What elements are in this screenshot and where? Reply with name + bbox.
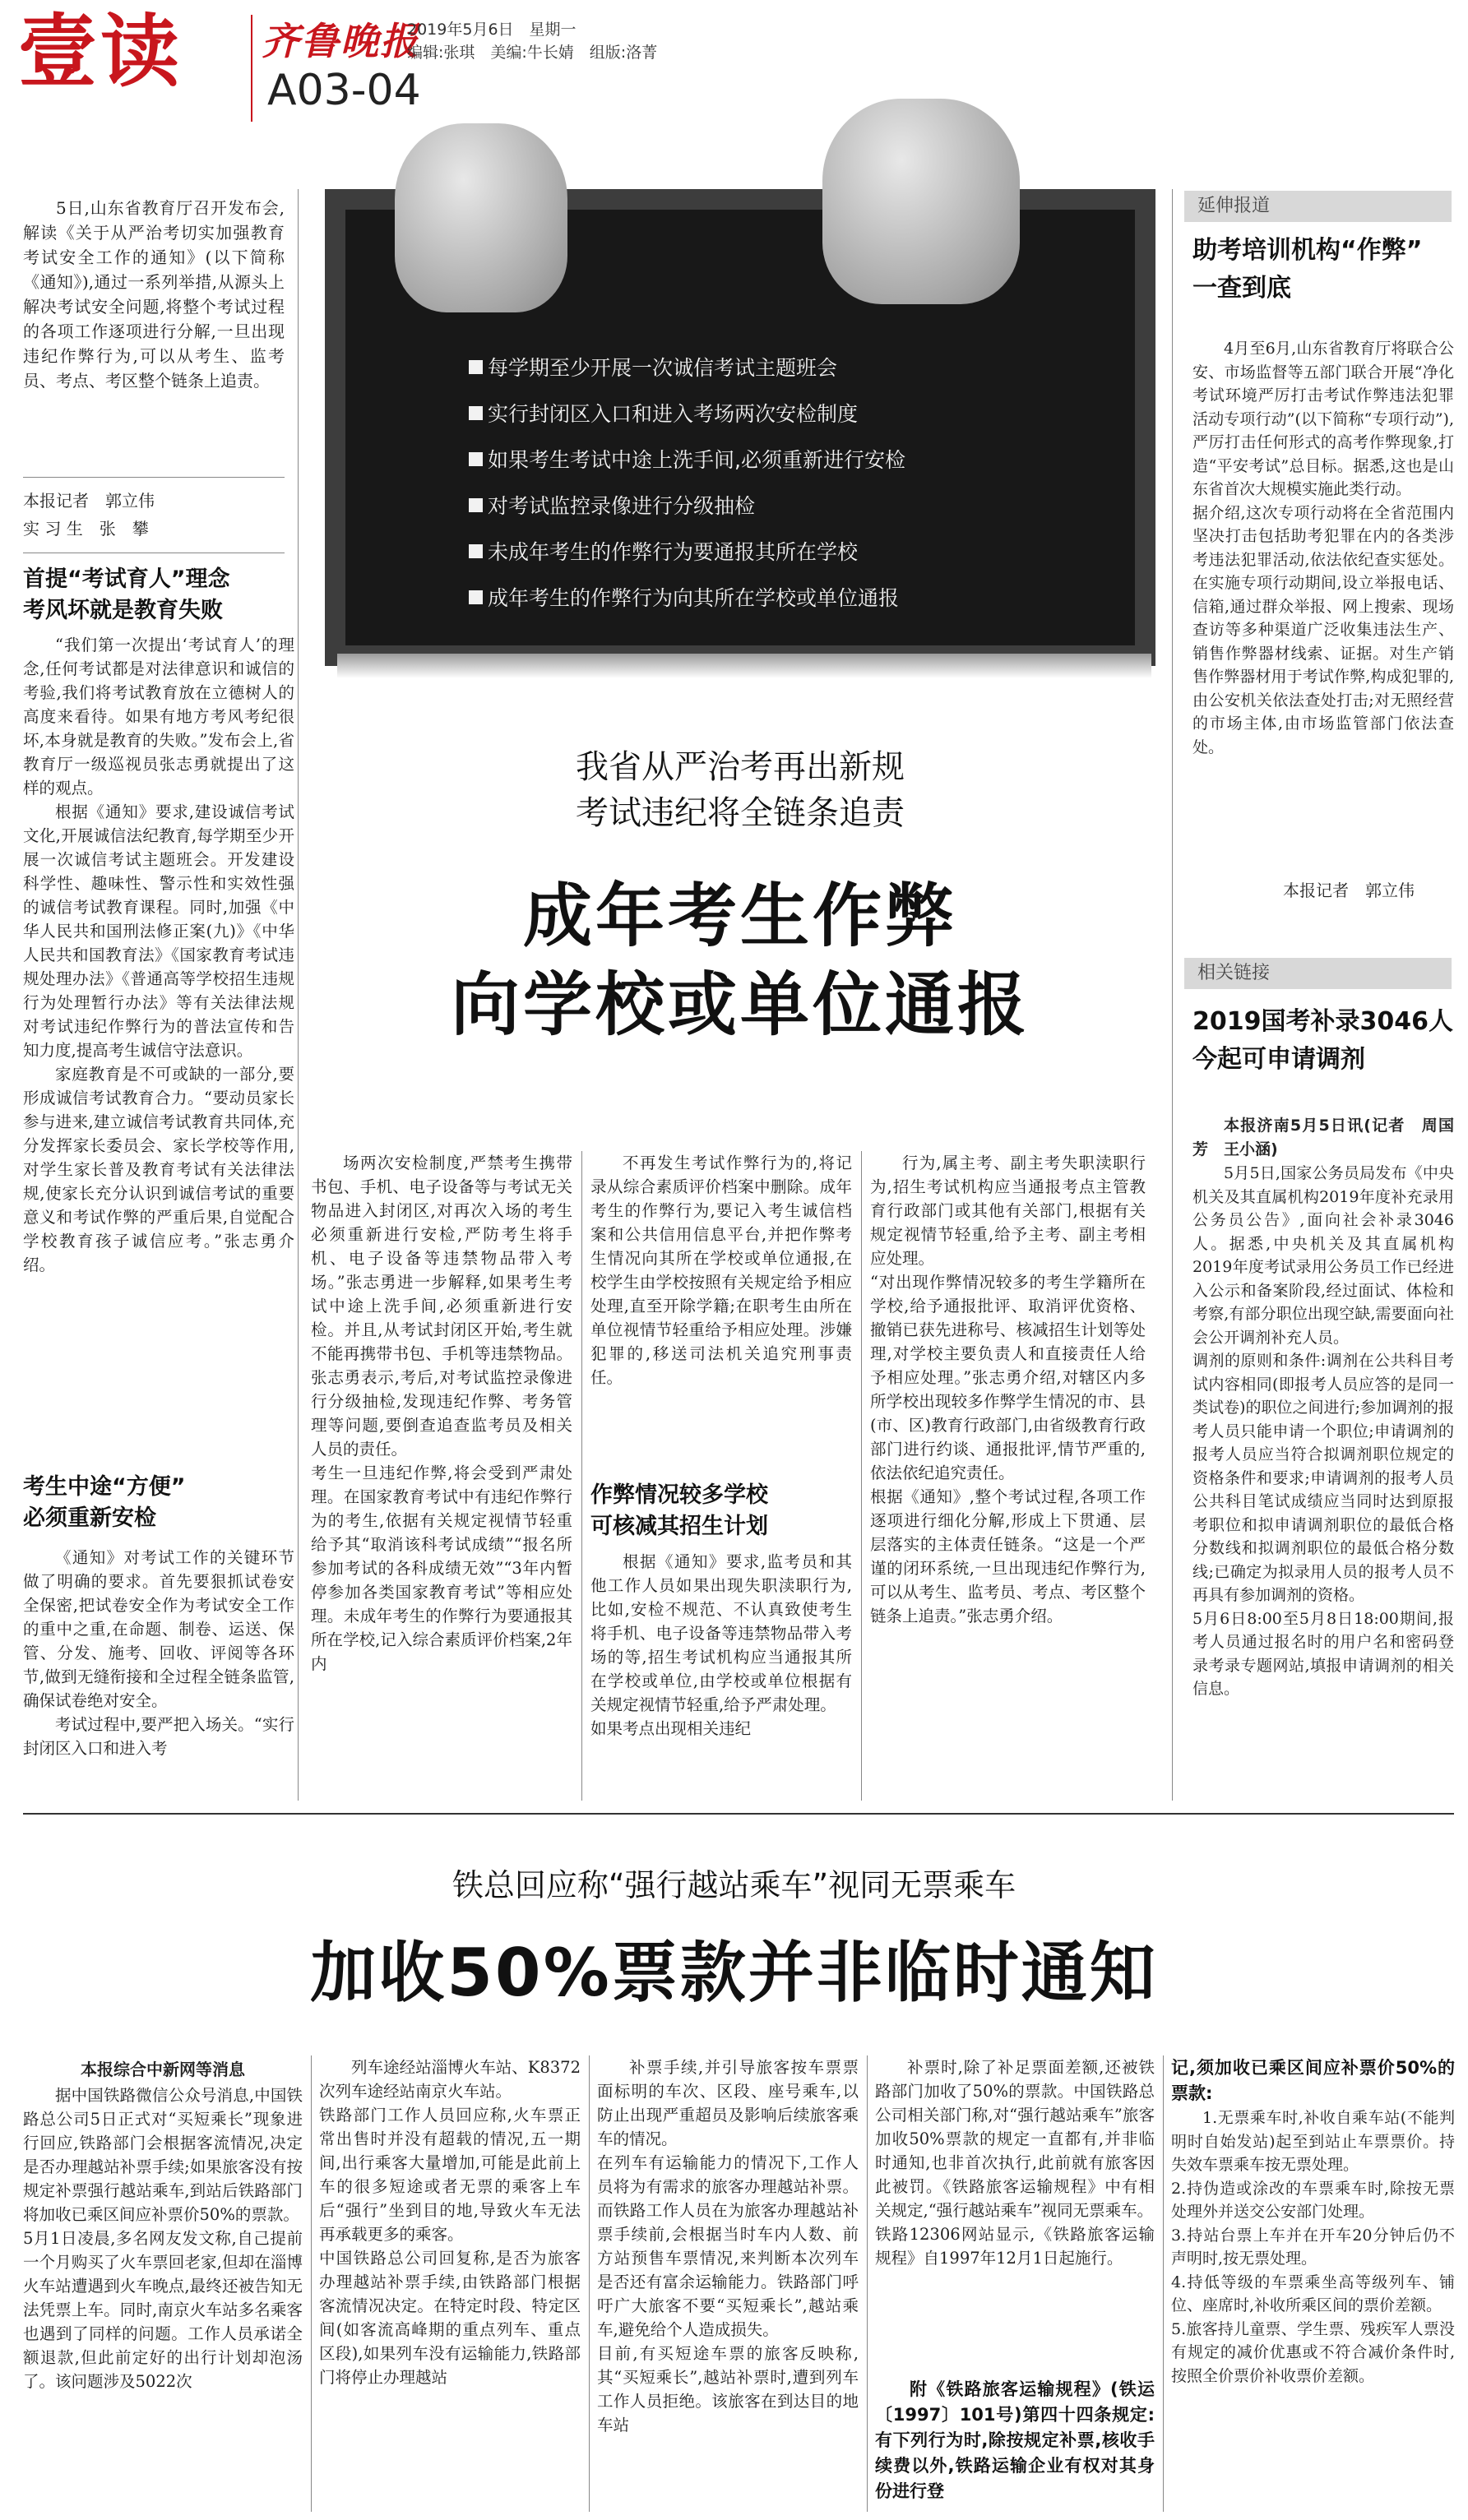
blackboard-bullets <box>469 345 905 622</box>
divider <box>23 477 285 478</box>
square-bullet-icon <box>469 544 483 558</box>
blackboard-shadow <box>337 654 1151 678</box>
bullet-item: 如果考生考试中途上洗手间,必须重新进行安检 <box>469 437 905 483</box>
rail-column-4: 补票时,除了补足票面差额,还被铁路部门加收了50%的票款。中国铁路总公司相关部门称,对“强行越站乘车”旅客加收50%票款的规定一直都有,并非临时通知,也非首次执行,此前就有旅客因此被罚。《铁路旅客运输规程》中有相关规定,“强行越站乘车”视同无票乘车。 铁路12306网站显示,《铁路旅客运输规程》自1997年12月1日起施行。 附《铁路旅客运输规程》(铁运〔1997〕101号)第四十四条规定:有下列行为时,除按规定补票,核收手续费以外,铁路运输企业有权对其身份进行登 <box>875 2055 1155 2504</box>
lead-column-text-2: 《通知》对考试工作的关键环节做了明确的要求。首先要狠抓试卷安全保密,把试卷安全作为考试安全工作的重中之重,在命题、制卷、运送、保管、分发、施考、回收、评阅等各环节,做到无缝衔接和全过程全链条监管,确保试卷绝对安全。 考试过程中,要严把入场关。“实行封闭区入口和进入考 <box>23 1548 294 1758</box>
bullet-item: 成年考生的作弊行为向其所在学校或单位通报 <box>469 576 905 622</box>
left-hand-image <box>395 123 567 312</box>
rail-kicker: 铁总回应称“强行越站乘车”视同无票乘车 <box>452 1867 1016 1903</box>
article-column-2: 场两次安检制度,严禁考生携带书包、手机、电子设备等与考试无关物品进入封闭区,对再次入场的考生必须重新进行安检,严防考生将手机、电子设备等违禁物品带入考场。”张志勇进一步解释,如果考生考试中途上洗手间,必须重新进行安检。并且,从考试封闭区开始,考生就不能再携带书包、手机等违禁物品。张志勇表示,考后,对考试监控录像进行分级抽检,发现违纪作弊、考务管理等问题,要倒查追查监考员及相关人员的责任。 考生一旦违纪作弊,将会受到严肃处理。在国家教育考试中有违纪作弊行为的考生,依据有关规定视情节轻重给予其“取消该科考试成绩”“报名所参加考试的各科成绩无效”“3年内暂停参加各类国家教育考试”等相应处理。未成年考生的作弊行为要通报其所在学校,记入综合素质评价档案,2年内 <box>311 1154 572 1673</box>
column-rule <box>1163 2055 1164 2512</box>
lead-bylines: 本报记者 郭立伟 实 习 生 张 攀 <box>23 491 155 539</box>
section-title: 壹读 <box>18 6 183 98</box>
lead-column-text: “我们第一次提出‘考试育人’的理念,任何考试都是对法律意识和诚信的考验,我们将考试教育放在立德树人的高度来看待。如果有地方考风考纪很坏,本身就是教育的失败。”发布会上,省教育厅一级巡视员张志勇就提出了这样的观点。 根据《通知》要求,建设诚信考试文化,开展诚信法纪教育,每学期至少开展一次诚信考试主题班会。开发建设科学性、趣味性、警示性和实效性强的诚信考试教育课程。同时,加强《中华人民共和国刑法修正案(九)》《中华人民共和国教育法》《国家教育考试违规处理办法》《普通高等学校招生违规行为处理暂行办法》等有关法律法规对考试违纪作弊行为的普法宣传和告知力度,提高考生诚信守法意识。 家庭教育是不可或缺的一部分,要形成诚信考试教育合力。“要动员家长参与进来,建立诚信考试教育共同体,充分发挥家长委员会、家长学校等作用,对学生家长普及教育考试有关法律法规,使家长充分认识到诚信考试的重要意义和考试作弊的严重后果,自觉配合学校教育孩子诚信应考。”张志勇介绍。 <box>23 636 294 1274</box>
bullet-item: 每学期至少开展一次诚信考试主题班会 <box>469 345 905 391</box>
sidebar-byline: 本报记者 郭立伟 <box>1283 881 1415 900</box>
appendix-continued: 记,须加收已乘区间应补票价50%的票款: <box>1171 2058 1455 2103</box>
column-rule <box>298 189 299 1801</box>
rail-column-5 <box>1171 2055 1455 2509</box>
sidebar-lede: 本报济南5月5日讯(记者 周国芳 王小涵) <box>1192 1117 1454 1158</box>
article-column-3: 不再发生考试作弊行为的,将记录从综合素质评价档案中删除。成年考生的作弊行为,要记入考生诚信档案和公共信用信息平台,并把作弊考生情况向其所在学校或单位通报,在校学生由学校按照有关规定给予相应处理,直至开除学籍;在职考生由所在单位视情节轻重给予相应处理。涉嫌犯罪的,移送司法机关追究刑事责任。 <box>590 1154 852 1387</box>
sidebar-tag-related: 相关链接 <box>1184 958 1452 989</box>
newspaper-logo: 齐鲁晚报 <box>262 19 419 63</box>
sidebar-title-tutoring: 助考培训机构“作弊” 一查到底 <box>1192 236 1423 303</box>
column-rule <box>589 2055 590 2512</box>
main-headline: 成年考生作弊 向学校或单位通报 <box>450 876 1030 1045</box>
sidebar-tag-extended: 延伸报道 <box>1184 191 1452 222</box>
sidebar-rule <box>1172 189 1173 1801</box>
right-hand-image <box>822 99 1020 304</box>
headline-kicker: 我省从严治考再出新规 考试违纪将全链条追责 <box>576 748 905 832</box>
appendix-title: 附《铁路旅客运输规程》(铁运〔1997〕101号)第四十四条规定:有下列行为时,除按规定补票,核收手续费以外,铁路运输企业有权对其身份进行登 <box>875 2379 1155 2501</box>
subhead-enrollment-cut: 作弊情况较多学校 可核减其招生计划 <box>590 1482 768 1539</box>
article-column-4: 行为,属主考、副主考失职渎职行为,招生考试机构应当通报考点主管教育行政部门或其他有关部门,根据有关规定视情节轻重,给予主考、副主考相应处理。 “对出现作弊情况较多的考生学籍所在学校,给予通报批评、取消评优资格、撤销已获先进称号、核减招生计划等处理,对学校主要负责人和直接责任人给予相应处理。”张志勇介绍,对辖区内多所学校出现较多作弊学生情况的市、县(市、区)教育行政部门,由省级教育行政部门进行约谈、通报批评,情节严重的,依法依纪追究责任。 根据《通知》,整个考试过程,各项工作逐项进行细化分解,形成上下贯通、层层落实的主体责任链条。“这是一个严谨的闭环系统,一旦出现违纪作弊行为,可以从考生、监考员、考点、考区整个链条上追责。”张志勇介绍。 <box>870 1154 1146 1625</box>
square-bullet-icon <box>469 406 483 420</box>
sidebar-body-civil-exam: 5月5日,国家公务员局发布《中央机关及其直属机构2019年度补充录用公务员公告》,面向社会补录3046人。据悉,中央机关及其直属机构2019年度考试录用公务员工作已经进入公示和备案阶段,经过面试、体检和考察,有部分职位出现空缺,需要面向社会公开调剂补充人员。 调剂的原则和条件:调剂在公共科目考试内容相同(即报考人员应答的是同一类试卷)的职位之间进行;参加调剂的报考人员只能申请一个职位;申请调剂的报考人员应当符合拟调剂职位规定的资格条件和要求;申请调剂的报考人员公共科目笔试成绩应当同时达到原报考职位和拟申请调剂职位的最低合格分数线和拟调剂职位的最低合格分数线;已确定为拟录用人员的报考人员不再具有参加调剂的资格。 5月6日8:00至5月8日18:00期间,报考人员通过报名时的用户名和密码登录考录专题网站,填报申请调剂的相关信息。 <box>1192 1164 1454 1698</box>
article-column-3b: 根据《通知》要求,监考员和其他工作人员如果出现失职渎职行为,比如,安检不规范、不认真致使考生将手机、电子设备等违禁物品带入考场的等,招生考试机构应当通报其所在学校或单位,由学校或单位根据有关规定视情节轻重,给予严肃处理。 如果考点出现相关违纪 <box>590 1552 852 1738</box>
square-bullet-icon <box>469 360 483 374</box>
section-divider <box>23 1813 1454 1815</box>
page-number: A03-04 <box>267 66 421 115</box>
rail-column-2: 列车途经站淄博火车站、K8372次列车途经站南京火车站。 铁路部门工作人员回应称,火车票正常出售时并没有超载的情况,五一期间,出行乘客大量增加,可能是此前上车的很多短途或者无票的乘客上车后“强行”坐到目的地,导致火车无法再承载更多的乘客。 中国铁路总公司回复称,是否为旅客办理越站补票手续,由铁路部门根据客流情况决定。在特定时段、特定区间(如客流高峰期的重点列车、重点区段),如果列车没有运输能力,铁路部门将停止办理越站 <box>319 2058 581 2387</box>
masthead-divider <box>251 15 252 122</box>
lead-intro: 5日,山东省教育厅召开发布会,解读《关于从严治考切实加强教育考试安全工作的通知》(以下简称《通知》),通过一系列举措,从源头上解决考试安全问题,将整个考试过程的各项工作逐项进行分解,一旦出现违纪作弊行为,可以从考生、监考员、考点、考区整个链条上追责。 <box>23 198 285 391</box>
bullet-item: 对考试监控录像进行分级抽检 <box>469 483 905 529</box>
masthead-meta <box>407 18 657 64</box>
bullet-item: 实行封闭区入口和进入考场两次安检制度 <box>469 391 905 437</box>
subhead-restroom-recheck: 考生中途“方便” 必须重新安检 <box>23 1474 186 1531</box>
square-bullet-icon <box>469 452 483 466</box>
rail-headline: 加收50%票款并非临时通知 <box>310 1935 1158 2011</box>
rail-column-3: 补票手续,并引导旅客按车票票面标明的车次、区段、座号乘车,以防止出现严重超员及影响后续旅客乘车的情况。 在列车有运输能力的情况下,工作人员将为有需求的旅客办理越站补票。而铁路工作人员在为旅客办理越站补票手续前,会根据当时车内人数、前方站预售车票情况,来判断本次列车是否还有富余运输能力。铁路部门呼吁广大旅客不要“买短乘长”,越站乘车,避免给个人造成损失。 目前,有买短途车票的旅客反映称,其“买短乘长”,越站补票时,遭到列车工作人员拒绝。该旅客在到达目的地车站 <box>597 2058 859 2434</box>
appendix-items: 1.无票乘车时,补收自乘车站(不能判明时自始发站)起至到站止车票票价。持失效车票乘车按无票处理。 2.持伪造或涂改的车票乘车时,除按无票处理外并送交公安部门处理。 3.持站台票上车并在开车20分钟后仍不声明时,按无票处理。 4.持低等级的车票乘坐高等级列车、铺位、座席时,补收所乘区间的票价差额。 5.旅客持儿童票、学生票、残疾军人票没有规定的减价优惠或不符合减价条件时,按照全价票价补收票价差额。 <box>1171 2109 1455 2385</box>
column-rule <box>861 1151 862 1801</box>
column-rule <box>867 2055 868 2512</box>
staff-line: 编辑:张琪 美编:牛长婧 组版:洛菁 <box>407 44 658 62</box>
column-rule <box>311 2055 312 2512</box>
bullet-item: 未成年考生的作弊行为要通报其所在学校 <box>469 529 905 576</box>
square-bullet-icon <box>469 498 483 512</box>
square-bullet-icon <box>469 590 483 604</box>
subhead-exam-education: 首提“考试育人”理念 考风坏就是教育失败 <box>23 566 230 623</box>
column-rule <box>581 1151 582 1801</box>
date-line: 2019年5月6日 星期一 <box>407 21 577 39</box>
sidebar-body-tutoring: 4月至6月,山东省教育厅将联合公安、市场监督等五部门联合开展“净化考试环境严厉打击考试作弊违法犯罪活动专项行动”(以下简称“专项行动”),严厉打击任何形式的高考作弊现象,打造“平安考试”总目标。据悉,这也是山东省首次大规模实施此类行动。 据介绍,这次专项行动将在全省范围内坚决打击包括助考犯罪在内的各类涉考违法犯罪活动,依法依纪查实惩处。在实施专项行动期间,设立举报电话、信箱,通过群众举报、网上搜索、现场查访等多种渠道广泛收集违法生产、销售作弊器材线索、证据。对生产销售作弊器材用于考试作弊,构成犯罪的,由公安机关依法查处打击;对无照经营的市场主体,由市场监管部门依法查处。 <box>1192 340 1454 756</box>
rail-column-1: 本报综合中新网等消息 据中国铁路微信公众号消息,中国铁路总公司5日正式对“买短乘长”现象进行回应,铁路部门会根据客流情况,决定是否办理越站补票手续;如果旅客没有按规定补票强行越站乘车,到站后铁路部门将加收已乘区间应补票价50%的票款。 5月1日凌晨,多名网友发文称,自己提前一个月购买了火车票回老家,但却在淄博火车站遭遇到火车晚点,最终还被告知无法凭票上车。同时,南京火车站多名乘客也遇到了同样的问题。工作人员承诺全额退款,但此前定好的出行计划却泡汤了。该问题涉及5022次 <box>23 2060 303 2391</box>
sidebar-title-civil-exam: 2019国考补录3046人 今起可申请调剂 <box>1192 1007 1453 1074</box>
